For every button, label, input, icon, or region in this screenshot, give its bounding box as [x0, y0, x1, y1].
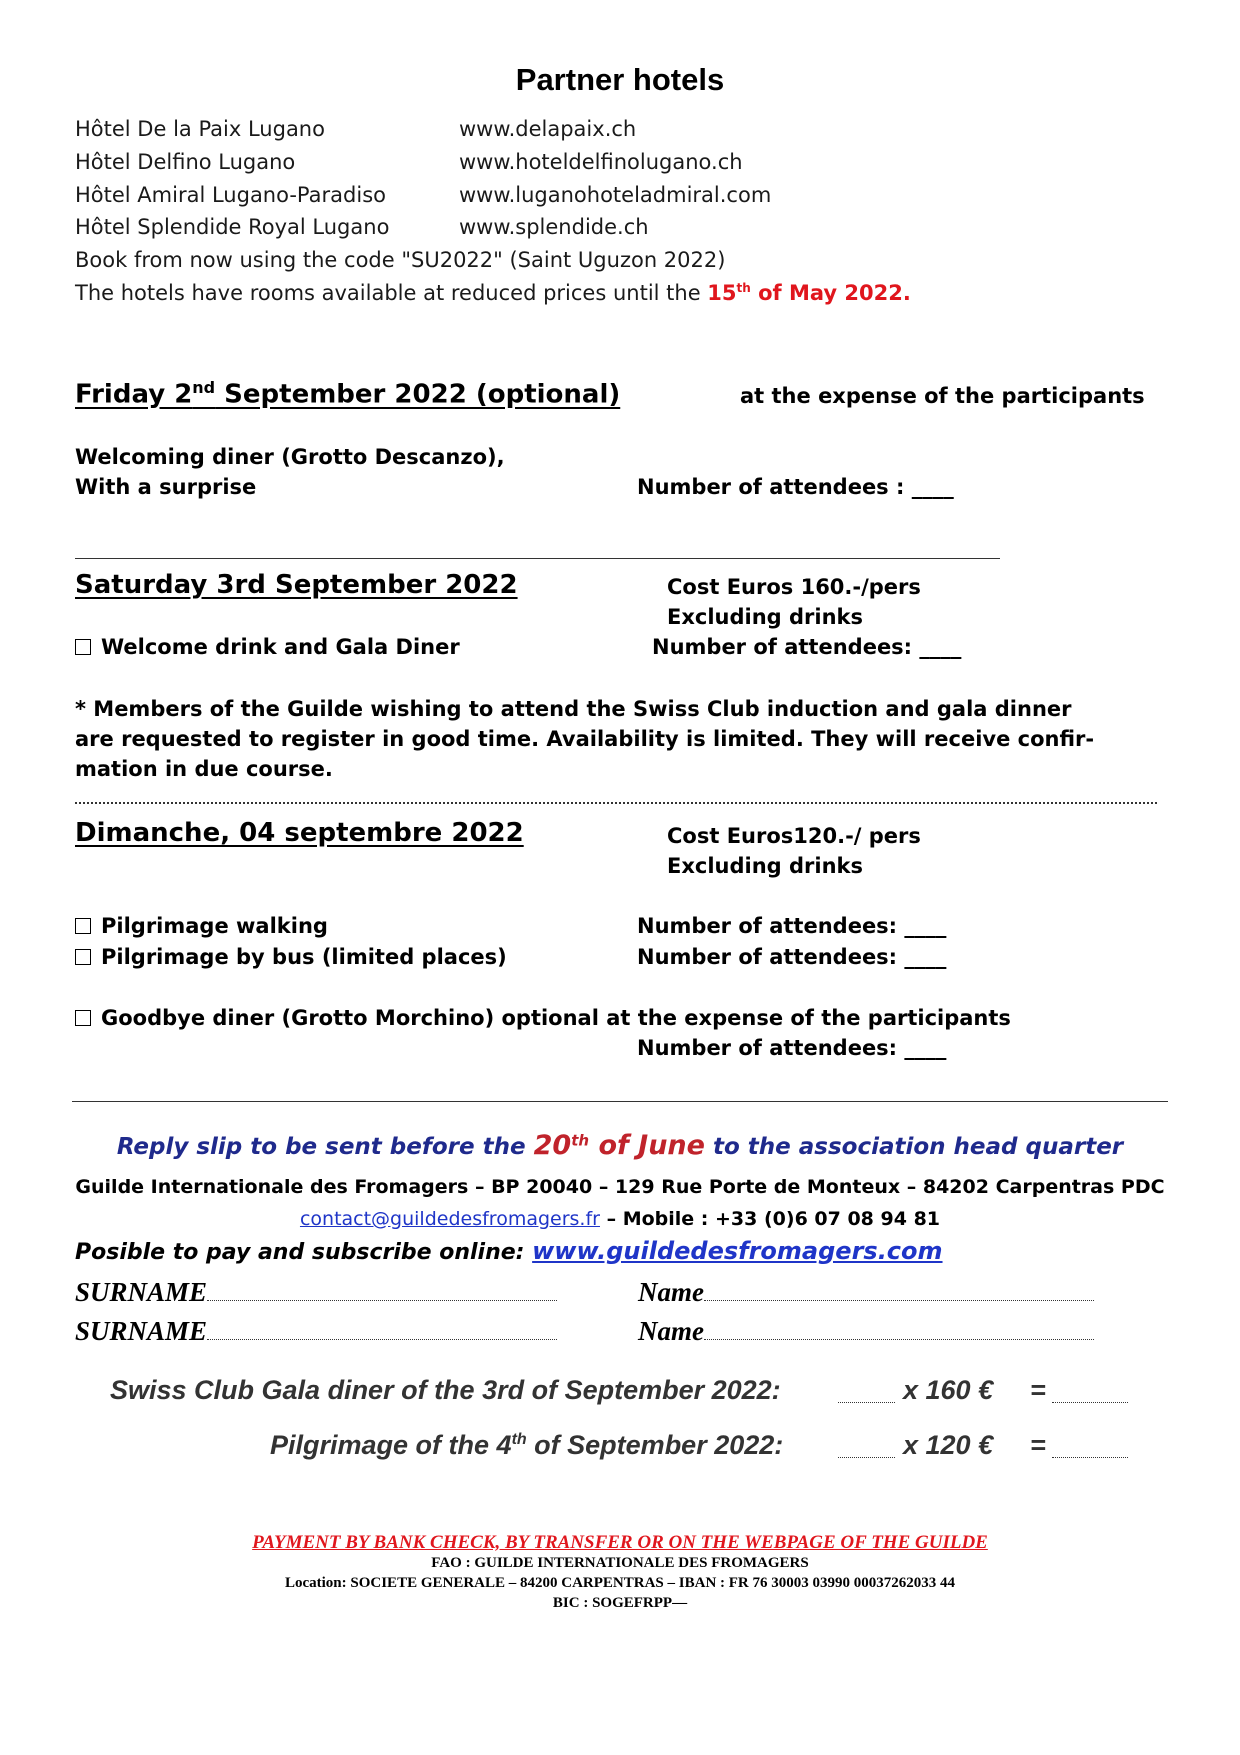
checkbox[interactable]	[75, 949, 91, 965]
hotel-url[interactable]: www.splendide.ch	[459, 215, 649, 239]
gala-qty-field[interactable]	[838, 1386, 895, 1403]
gala-total-field[interactable]	[1052, 1386, 1128, 1403]
email-link[interactable]: contact@guildedesfromagers.fr	[299, 1208, 600, 1230]
friday-diner-line1: Welcoming diner (Grotto Descanzo),	[75, 445, 505, 469]
contact-line: contact@guildedesfromagers.fr – Mobile : +33 (0)6 07 08 94 81	[299, 1208, 941, 1230]
reply-instruction: Reply slip to be sent before the 20th of June to the association head quarter	[116, 1130, 1124, 1161]
payment-bic: BIC : SOGEFRPP—	[552, 1595, 688, 1611]
reduced-prices-note: The hotels have rooms available at reduced prices until the 15th of May 2022.	[75, 281, 911, 305]
saturday-cost: Cost Euros 160.-/pers	[667, 575, 921, 599]
pilgrimage-calc-label: Pilgrimage of the 4th of September 2022:	[270, 1430, 784, 1460]
section-divider	[75, 802, 1157, 804]
website-link[interactable]: www.guildedesfromagers.com	[532, 1237, 943, 1265]
sunday-cost: Cost Euros120.-/ pers	[667, 824, 921, 848]
name-field[interactable]: Name	[638, 1316, 1094, 1347]
members-note-line1: * Members of the Guilde wishing to attend the Swiss Club induction and gala dinner	[75, 697, 1072, 721]
section-divider	[72, 1101, 1168, 1102]
surname-field[interactable]: SURNAME	[75, 1277, 557, 1308]
bus-attendees-field[interactable]: Number of attendees: ____	[637, 945, 947, 969]
sunday-heading: Dimanche, 04 septembre 2022	[75, 818, 524, 848]
saturday-drinks-note: Excluding drinks	[667, 605, 864, 629]
saturday-attendees-field[interactable]: Number of attendees: ____	[652, 635, 962, 659]
pilgrimage-equals: =	[1030, 1430, 1046, 1460]
online-payment-line: Posible to pay and subscribe online: www.guildedesfromagers.com	[75, 1237, 943, 1265]
pilgrimage-total-field[interactable]	[1052, 1441, 1128, 1458]
friday-expense-note: at the expense of the participants	[740, 384, 1145, 408]
gala-price: x 160 €	[903, 1375, 994, 1405]
checkbox[interactable]	[75, 1010, 91, 1026]
hotel-url[interactable]: www.delapaix.ch	[459, 117, 637, 141]
gala-calc-label: Swiss Club Gala diner of the 3rd of September 2022:	[110, 1375, 781, 1405]
walking-attendees-field[interactable]: Number of attendees: ____	[637, 914, 947, 938]
friday-heading: Friday 2nd September 2022 (optional)	[75, 378, 621, 410]
members-note-line3: mation in due course.	[75, 757, 333, 781]
goodbye-diner-option[interactable]: Goodbye diner (Grotto Morchino) optional at the expense of the participants	[75, 1006, 1011, 1030]
friday-diner-line2: With a surprise	[75, 475, 257, 499]
pilgrimage-qty-field[interactable]	[838, 1441, 895, 1458]
pilgrimage-walking-option[interactable]: Pilgrimage walking	[75, 914, 328, 938]
hotel-name: Hôtel Splendide Royal Lugano	[75, 215, 390, 239]
gala-equals: =	[1030, 1375, 1046, 1405]
hotel-url[interactable]: www.luganohoteladmiral.com	[459, 183, 772, 207]
name-field[interactable]: Name	[638, 1277, 1094, 1308]
payment-location: Location: SOCIETE GENERALE – 84200 CARPENTRAS – IBAN : FR 76 30003 03990 00037262033 44	[284, 1575, 956, 1591]
surname-field[interactable]: SURNAME	[75, 1316, 557, 1347]
hotel-name: Hôtel Delfino Lugano	[75, 150, 296, 174]
payment-fao: FAO : GUILDE INTERNATIONALE DES FROMAGERS	[431, 1555, 809, 1571]
section-divider	[75, 558, 1000, 559]
hotel-name: Hôtel De la Paix Lugano	[75, 117, 325, 141]
hotel-url[interactable]: www.hoteldelfinolugano.ch	[459, 150, 743, 174]
checkbox[interactable]	[75, 918, 91, 934]
friday-attendees-field[interactable]: Number of attendees : ____	[637, 475, 954, 499]
goodbye-attendees-field[interactable]: Number of attendees: ____	[637, 1036, 947, 1060]
pilgrimage-price: x 120 €	[903, 1430, 994, 1460]
page-title: Partner hotels	[515, 62, 725, 97]
payment-title: PAYMENT BY BANK CHECK, BY TRANSFER OR ON THE WEBPAGE OF THE GUILDE	[252, 1532, 988, 1553]
gala-diner-option[interactable]: Welcome drink and Gala Diner	[75, 635, 460, 659]
saturday-heading: Saturday 3rd September 2022	[75, 570, 518, 600]
guild-address: Guilde Internationale des Fromagers – BP 20040 – 129 Rue Porte de Monteux – 84202 Carpentras PDC	[75, 1176, 1165, 1198]
booking-code: Book from now using the code "SU2022" (Saint Uguzon 2022)	[75, 248, 726, 272]
hotel-name: Hôtel Amiral Lugano-Paradiso	[75, 183, 386, 207]
checkbox[interactable]	[75, 639, 91, 655]
pilgrimage-bus-option[interactable]: Pilgrimage by bus (limited places)	[75, 945, 507, 969]
members-note-line2: are requested to register in good time. Availability is limited. They will receive confir-	[75, 727, 1095, 751]
sunday-drinks-note: Excluding drinks	[667, 854, 864, 878]
